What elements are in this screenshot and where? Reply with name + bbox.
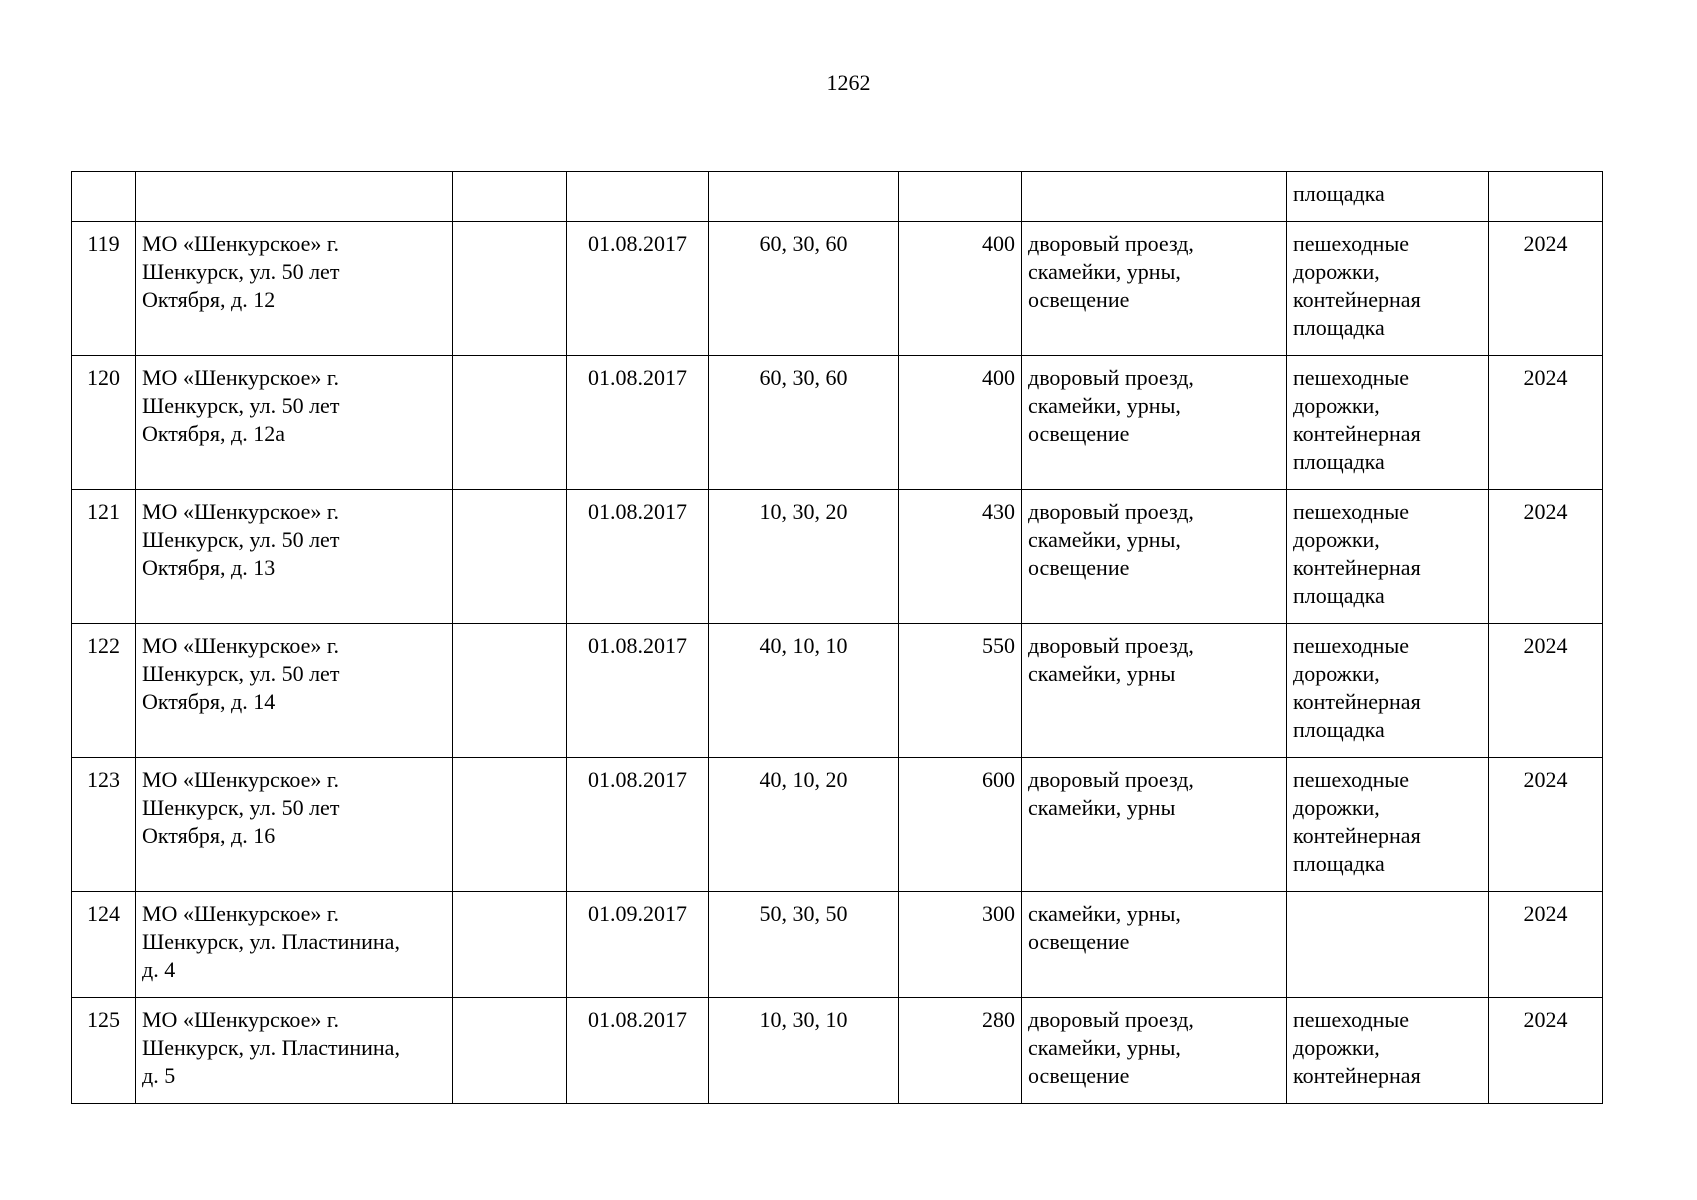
cell-works (1022, 998, 1287, 1104)
cell-address (136, 998, 453, 1104)
cell-extra-works (1287, 624, 1489, 758)
cell-line: МО «Шенкурское» г. (142, 1007, 339, 1032)
cell-line: контейнерная (1293, 287, 1421, 312)
cell-address (136, 222, 453, 356)
cell-year: 2024 (1489, 356, 1603, 490)
cell-line: МО «Шенкурское» г. (142, 499, 339, 524)
cell-number: 121 (72, 490, 136, 624)
cell-line: площадка (1293, 315, 1385, 340)
cell-line: скамейки, урны, (1028, 1035, 1181, 1060)
table-row (72, 356, 1603, 490)
cell-blank (453, 490, 567, 624)
cell-number: 119 (72, 222, 136, 356)
cell-dimensions: 10, 30, 20 (709, 490, 899, 624)
cell-line: дорожки, (1293, 393, 1380, 418)
cell-address (136, 490, 453, 624)
cell-date: 01.08.2017 (567, 624, 709, 758)
cell-line: дворовый проезд, (1028, 499, 1194, 524)
table-body (72, 172, 1603, 1104)
cell-line: д. 5 (142, 1063, 176, 1088)
cell-blank (453, 356, 567, 490)
cell-line: дорожки, (1293, 661, 1380, 686)
cell-date: 01.08.2017 (567, 222, 709, 356)
cell-line: контейнерная (1293, 823, 1421, 848)
cell-works (1022, 758, 1287, 892)
cell-line: контейнерная (1293, 421, 1421, 446)
cell-year: 2024 (1489, 892, 1603, 998)
courtyard-registry-table (71, 171, 1603, 1104)
cell-number: 124 (72, 892, 136, 998)
cell-line: Шенкурск, ул. Пластинина, (142, 929, 400, 954)
cell-area: 300 (899, 892, 1022, 998)
cell-line: МО «Шенкурское» г. (142, 633, 339, 658)
cell-line: МО «Шенкурское» г. (142, 901, 339, 926)
cell-line: скамейки, урны, (1028, 527, 1181, 552)
cell-year (1489, 172, 1603, 222)
cell-year: 2024 (1489, 490, 1603, 624)
cell-extra-works (1287, 758, 1489, 892)
cell-works (1022, 356, 1287, 490)
cell-date: 01.09.2017 (567, 892, 709, 998)
cell-area: 280 (899, 998, 1022, 1104)
cell-line: скамейки, урны, (1028, 901, 1181, 926)
cell-works (1022, 892, 1287, 998)
cell-line: скамейки, урны, (1028, 259, 1181, 284)
cell-line: пешеходные (1293, 231, 1409, 256)
cell-number: 122 (72, 624, 136, 758)
cell-blank (453, 624, 567, 758)
cell-number: 125 (72, 998, 136, 1104)
table-row (72, 222, 1603, 356)
cell-dimensions: 10, 30, 10 (709, 998, 899, 1104)
cell-line: дворовый проезд, (1028, 231, 1194, 256)
cell-line: Октября, д. 16 (142, 823, 276, 848)
cell-line: дорожки, (1293, 259, 1380, 284)
cell-extra-works (1287, 490, 1489, 624)
cell-line: МО «Шенкурское» г. (142, 365, 339, 390)
cell-address (136, 624, 453, 758)
table-row (72, 624, 1603, 758)
cell-area: 600 (899, 758, 1022, 892)
cell-line: освещение (1028, 929, 1130, 954)
cell-number: 120 (72, 356, 136, 490)
cell-works (1022, 490, 1287, 624)
cell-line: освещение (1028, 421, 1130, 446)
cell-address (136, 758, 453, 892)
cell-line: дворовый проезд, (1028, 633, 1194, 658)
cell-line: Шенкурск, ул. 50 лет (142, 795, 340, 820)
cell-number (72, 172, 136, 222)
cell-line: площадка (1293, 449, 1385, 474)
cell-line: освещение (1028, 555, 1130, 580)
cell-blank (453, 222, 567, 356)
cell-line: Октября, д. 12а (142, 421, 285, 446)
cell-address (136, 172, 453, 222)
cell-blank (453, 172, 567, 222)
cell-line: МО «Шенкурское» г. (142, 767, 339, 792)
cell-date: 01.08.2017 (567, 490, 709, 624)
cell-date (567, 172, 709, 222)
cell-blank (453, 998, 567, 1104)
cell-year: 2024 (1489, 998, 1603, 1104)
cell-date: 01.08.2017 (567, 758, 709, 892)
cell-line: д. 4 (142, 957, 176, 982)
cell-line: Шенкурск, ул. Пластинина, (142, 1035, 400, 1060)
table-row (72, 998, 1603, 1104)
cell-address (136, 356, 453, 490)
table-row (72, 892, 1603, 998)
cell-line: площадка (1293, 181, 1385, 206)
cell-area: 550 (899, 624, 1022, 758)
cell-line: Октября, д. 12 (142, 287, 276, 312)
cell-dimensions: 40, 10, 10 (709, 624, 899, 758)
cell-line: пешеходные (1293, 633, 1409, 658)
cell-works (1022, 222, 1287, 356)
cell-year: 2024 (1489, 624, 1603, 758)
cell-line: Шенкурск, ул. 50 лет (142, 661, 340, 686)
cell-line: Шенкурск, ул. 50 лет (142, 393, 340, 418)
cell-area: 400 (899, 356, 1022, 490)
cell-line: пешеходные (1293, 767, 1409, 792)
cell-works (1022, 624, 1287, 758)
page-number: 1262 (826, 70, 871, 95)
table-row-continuation (72, 172, 1603, 222)
cell-dimensions: 40, 10, 20 (709, 758, 899, 892)
cell-line: дорожки, (1293, 795, 1380, 820)
cell-line: дворовый проезд, (1028, 1007, 1194, 1032)
cell-line: Октября, д. 13 (142, 555, 276, 580)
cell-blank (453, 892, 567, 998)
cell-line: освещение (1028, 287, 1130, 312)
cell-line: площадка (1293, 717, 1385, 742)
cell-line: скамейки, урны, (1028, 393, 1181, 418)
table-row (72, 758, 1603, 892)
cell-dimensions: 60, 30, 60 (709, 356, 899, 490)
cell-extra-works (1287, 222, 1489, 356)
cell-line: дворовый проезд, (1028, 767, 1194, 792)
cell-line: освещение (1028, 1063, 1130, 1088)
cell-dimensions: 50, 30, 50 (709, 892, 899, 998)
cell-line: контейнерная (1293, 1063, 1421, 1088)
cell-area (899, 172, 1022, 222)
cell-extra-works (1287, 172, 1489, 222)
cell-year: 2024 (1489, 222, 1603, 356)
cell-line: Октября, д. 14 (142, 689, 276, 714)
cell-line: Шенкурск, ул. 50 лет (142, 259, 340, 284)
cell-line: пешеходные (1293, 1007, 1409, 1032)
cell-address (136, 892, 453, 998)
cell-date: 01.08.2017 (567, 998, 709, 1104)
cell-blank (453, 758, 567, 892)
cell-line: пешеходные (1293, 499, 1409, 524)
cell-line: скамейки, урны (1028, 661, 1176, 686)
cell-line: дорожки, (1293, 527, 1380, 552)
cell-works (1022, 172, 1287, 222)
cell-line: контейнерная (1293, 555, 1421, 580)
cell-area: 430 (899, 490, 1022, 624)
cell-line: Шенкурск, ул. 50 лет (142, 527, 340, 552)
cell-number: 123 (72, 758, 136, 892)
cell-line: дорожки, (1293, 1035, 1380, 1060)
cell-line: пешеходные (1293, 365, 1409, 390)
table-row (72, 490, 1603, 624)
cell-extra-works (1287, 356, 1489, 490)
cell-extra-works (1287, 892, 1489, 998)
cell-line: МО «Шенкурское» г. (142, 231, 339, 256)
cell-dimensions: 60, 30, 60 (709, 222, 899, 356)
cell-line: площадка (1293, 583, 1385, 608)
cell-extra-works (1287, 998, 1489, 1104)
cell-line: дворовый проезд, (1028, 365, 1194, 390)
cell-line: скамейки, урны (1028, 795, 1176, 820)
cell-line: контейнерная (1293, 689, 1421, 714)
cell-year: 2024 (1489, 758, 1603, 892)
cell-area: 400 (899, 222, 1022, 356)
cell-date: 01.08.2017 (567, 356, 709, 490)
cell-line: площадка (1293, 851, 1385, 876)
cell-dimensions (709, 172, 899, 222)
